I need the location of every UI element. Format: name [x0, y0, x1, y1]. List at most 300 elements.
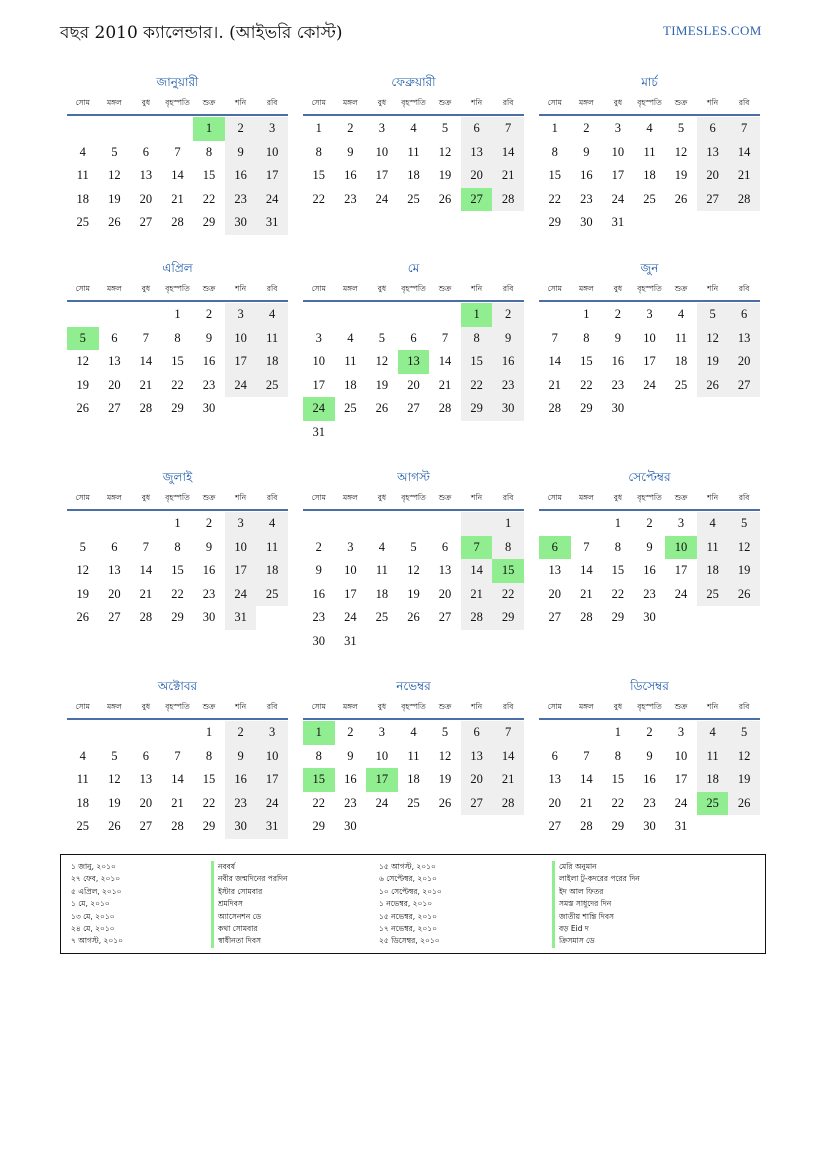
- day-cell: 3: [347, 539, 354, 554]
- day-grid: [303, 512, 524, 653]
- day-cell: 20: [108, 377, 121, 392]
- day-cell: 23: [202, 377, 216, 392]
- day-cell: 20: [548, 795, 562, 810]
- day-cell: 28: [580, 610, 593, 624]
- month-name: আগস্ট: [397, 470, 430, 484]
- day-cell: 31: [256, 211, 288, 235]
- weekday-label: শনি: [471, 284, 483, 293]
- day-cell: 23: [225, 188, 257, 212]
- day-cell: 14: [139, 563, 153, 577]
- weekday-label: বুধ: [613, 702, 623, 711]
- day-cell: 24: [674, 586, 688, 601]
- day-cell: 5: [410, 539, 417, 554]
- day-cell: 11: [375, 563, 388, 577]
- day-cell: 31: [256, 815, 288, 839]
- legend-entry: মেরি অনুমান: [559, 862, 597, 871]
- legend-entry: ২৪ মে, ২০১০: [71, 924, 115, 934]
- day-cell: 1: [583, 307, 590, 321]
- day-cell: 20: [697, 164, 729, 188]
- day-grid: [67, 117, 288, 235]
- month-calendar: [539, 258, 760, 421]
- day-cell: 29: [580, 401, 593, 415]
- day-cell: 24: [674, 795, 688, 810]
- weekday-label: মঙ্গল: [106, 493, 122, 502]
- day-cell: 10: [225, 536, 257, 560]
- day-cell: 31: [611, 215, 625, 229]
- day-cell: 12: [108, 772, 121, 786]
- legend-entry: ১৭ নভেম্বর, ২০১০: [379, 924, 438, 934]
- month-name: ডিসেম্বর: [630, 679, 669, 693]
- day-cell: 10: [225, 327, 257, 351]
- legend-entry: ৭ আগস্ট, ২০১০: [71, 936, 123, 946]
- empty-day-cell: [539, 303, 571, 327]
- day-cell: 7: [461, 536, 493, 560]
- day-grid: [67, 303, 288, 421]
- page-title: বছর 2010 ক্যালেন্ডার।. (আইভরি কোস্ট): [60, 23, 343, 43]
- day-cell: 1: [461, 303, 493, 327]
- day-cell: 23: [344, 795, 357, 810]
- empty-day-cell: [162, 721, 194, 745]
- legend-entry: নববর্ষ: [218, 862, 235, 871]
- day-cell: 21: [171, 795, 184, 810]
- day-grid: [539, 117, 760, 235]
- weekday-label: বৃহস্পতি: [637, 98, 662, 107]
- day-cell: 10: [611, 144, 625, 159]
- day-cell: 21: [492, 768, 524, 792]
- day-cell: 19: [438, 772, 452, 786]
- legend-entry: ১ মে, ২০১০: [71, 899, 110, 909]
- day-cell: 20: [461, 768, 493, 792]
- weekday-label: বুধ: [377, 284, 387, 293]
- day-cell: 19: [674, 168, 688, 182]
- day-cell: 20: [108, 586, 121, 601]
- empty-day-cell: [461, 630, 493, 654]
- day-cell: 6: [111, 539, 118, 554]
- day-cell: 1: [205, 725, 213, 739]
- day-cell: 30: [580, 215, 593, 229]
- day-cell: 24: [256, 188, 288, 212]
- day-cell: 6: [539, 536, 571, 560]
- empty-day-cell: [256, 606, 288, 630]
- day-cell: 8: [583, 330, 590, 345]
- month-calendar: [67, 72, 288, 235]
- legend-entry: নবীর জন্মদিনের পরদিন: [218, 874, 288, 884]
- day-cell: 31: [674, 819, 688, 833]
- day-cell: 28: [492, 792, 524, 816]
- day-cell: 12: [438, 748, 452, 763]
- site-link[interactable]: TIMESLES.COM: [663, 23, 762, 38]
- day-cell: 12: [76, 354, 90, 368]
- day-cell: 7: [142, 330, 150, 345]
- day-cell: 9: [225, 141, 257, 165]
- day-cell: 12: [407, 563, 420, 577]
- empty-day-cell: [665, 211, 697, 235]
- weekday-label: মঙ্গল: [106, 98, 122, 107]
- day-cell: 11: [407, 748, 420, 763]
- weekday-label: বৃহস্পতি: [401, 98, 426, 107]
- empty-day-cell: [366, 512, 398, 536]
- weekday-label: বৃহস্পতি: [401, 284, 426, 293]
- weekday-label: সোম: [311, 493, 326, 502]
- empty-day-cell: [461, 512, 493, 536]
- weekday-label: সোম: [75, 702, 90, 711]
- legend-entry: ৫ এপ্রিল, ২০১০: [71, 886, 122, 896]
- empty-day-cell: [429, 421, 461, 445]
- day-cell: 13: [398, 350, 430, 374]
- day-grid: [303, 721, 524, 839]
- month-calendar: [67, 467, 288, 630]
- day-cell: 9: [315, 563, 322, 577]
- day-cell: 24: [256, 792, 288, 816]
- empty-day-cell: [303, 512, 335, 536]
- day-cell: 28: [728, 188, 760, 212]
- day-cell: 13: [548, 772, 562, 786]
- day-cell: 21: [492, 164, 524, 188]
- day-cell: 20: [438, 586, 452, 601]
- day-cell: 12: [375, 354, 389, 368]
- empty-day-cell: [67, 117, 99, 141]
- legend-entry: স্বাধীনতা দিবস: [218, 936, 261, 946]
- day-cell: 26: [697, 374, 729, 398]
- day-grid: [67, 721, 288, 839]
- day-cell: 11: [76, 168, 89, 182]
- day-cell: 14: [728, 141, 760, 165]
- day-cell: 27: [108, 401, 121, 415]
- day-cell: 27: [728, 374, 760, 398]
- day-cell: 16: [202, 354, 216, 368]
- weekday-label: রবি: [738, 98, 750, 107]
- empty-day-cell: [99, 512, 131, 536]
- day-cell: 15: [312, 168, 326, 182]
- empty-day-cell: [429, 815, 461, 839]
- weekday-header: [67, 278, 288, 302]
- empty-day-cell: [398, 630, 430, 654]
- month-name: সেপ্টেম্বর: [628, 470, 671, 484]
- day-cell: 25: [76, 215, 90, 229]
- legend-entry: কথা সোমবার: [218, 924, 258, 934]
- day-cell: 25: [697, 792, 729, 816]
- day-cell: 8: [174, 539, 181, 554]
- day-cell: 4: [646, 121, 653, 135]
- day-cell: 17: [674, 772, 688, 786]
- day-cell: 13: [728, 327, 760, 351]
- day-cell: 27: [139, 819, 153, 833]
- day-cell: 6: [410, 330, 417, 345]
- empty-day-cell: [130, 117, 162, 141]
- day-cell: 6: [441, 539, 449, 554]
- weekday-label: শুক্র: [438, 98, 452, 107]
- month-name: নভেম্বর: [396, 679, 431, 693]
- day-cell: 7: [492, 721, 524, 745]
- weekday-label: বুধ: [377, 98, 387, 107]
- weekday-label: বৃহস্পতি: [165, 493, 190, 502]
- day-cell: 9: [583, 144, 590, 159]
- weekday-label: মঙ্গল: [578, 702, 594, 711]
- day-cell: 5: [728, 721, 760, 745]
- day-cell: 10: [674, 748, 688, 763]
- day-cell: 24: [375, 795, 389, 810]
- legend-entry: ১৫ আগস্ট, ২০১০: [379, 862, 436, 871]
- month-name: জুন: [640, 261, 659, 275]
- day-cell: 1: [174, 516, 181, 530]
- day-cell: 23: [312, 610, 326, 624]
- day-cell: 21: [139, 377, 153, 392]
- empty-day-cell: [665, 606, 697, 630]
- day-cell: 18: [407, 168, 420, 182]
- empty-day-cell: [398, 421, 430, 445]
- weekday-label: শনি: [235, 284, 247, 293]
- weekday-label: বুধ: [377, 493, 387, 502]
- empty-day-cell: [366, 421, 398, 445]
- day-cell: 6: [111, 330, 118, 345]
- day-cell: 1: [303, 721, 335, 745]
- day-cell: 24: [611, 191, 625, 206]
- day-cell: 30: [643, 610, 656, 624]
- day-cell: 26: [407, 610, 420, 624]
- weekday-label: শুক্র: [438, 702, 452, 711]
- day-cell: 27: [407, 401, 420, 415]
- day-cell: 29: [461, 397, 493, 421]
- day-cell: 6: [551, 748, 558, 763]
- weekday-label: রবি: [266, 284, 278, 293]
- weekday-header: [303, 696, 524, 720]
- day-cell: 10: [375, 748, 389, 763]
- day-cell: 14: [580, 563, 593, 577]
- day-cell: 3: [677, 725, 685, 739]
- legend-names-right: [552, 861, 640, 948]
- day-cell: 8: [174, 330, 181, 345]
- weekday-header: [67, 487, 288, 511]
- empty-day-cell: [492, 421, 524, 445]
- day-cell: 18: [674, 354, 688, 368]
- day-cell: 27: [438, 610, 452, 624]
- day-cell: 13: [697, 141, 729, 165]
- day-cell: 25: [76, 819, 90, 833]
- day-grid: [67, 512, 288, 630]
- day-cell: 10: [665, 536, 697, 560]
- day-cell: 7: [174, 748, 181, 763]
- day-cell: 11: [76, 772, 89, 786]
- day-cell: 22: [171, 377, 184, 392]
- empty-day-cell: [461, 421, 493, 445]
- day-cell: 29: [611, 819, 625, 833]
- day-cell: 16: [225, 768, 257, 792]
- weekday-label: মঙ্গল: [106, 284, 122, 293]
- day-cell: 22: [312, 795, 326, 810]
- day-cell: 15: [171, 563, 184, 577]
- day-cell: 17: [225, 350, 257, 374]
- empty-day-cell: [697, 397, 729, 421]
- day-cell: 23: [580, 191, 593, 206]
- weekday-label: সোম: [75, 98, 90, 107]
- day-cell: 5: [677, 121, 685, 135]
- empty-day-cell: [539, 721, 571, 745]
- day-cell: 3: [378, 121, 386, 135]
- weekday-label: রবি: [502, 284, 514, 293]
- day-cell: 2: [583, 121, 590, 135]
- day-cell: 23: [611, 377, 625, 392]
- month-name: জুলাই: [162, 470, 193, 484]
- legend-entry: ২৫ ডিসেম্বর, ২০১০: [379, 936, 440, 946]
- day-cell: 5: [111, 144, 118, 159]
- day-cell: 26: [438, 191, 452, 206]
- day-cell: 17: [643, 354, 656, 368]
- legend-entry: ক্রিসমাস ডে: [559, 936, 595, 946]
- day-cell: 28: [548, 401, 562, 415]
- empty-day-cell: [571, 512, 603, 536]
- weekday-label: বুধ: [141, 98, 151, 107]
- day-cell: 5: [441, 121, 449, 135]
- legend-entry: ১ জানু, ২০১০: [71, 862, 116, 871]
- weekday-label: শুক্র: [202, 702, 216, 711]
- weekday-label: শনি: [235, 98, 247, 107]
- day-cell: 11: [675, 330, 688, 345]
- legend-entry: বড় Eid দ: [559, 924, 589, 934]
- day-cell: 29: [171, 401, 184, 415]
- day-cell: 15: [171, 354, 184, 368]
- day-cell: 31: [225, 606, 257, 630]
- day-cell: 30: [202, 401, 216, 415]
- day-cell: 22: [461, 374, 493, 398]
- month-name: অক্টোবর: [157, 679, 198, 693]
- legend-entry: জাতীয় শান্তি দিবস: [559, 911, 614, 921]
- day-cell: 3: [225, 303, 257, 327]
- day-cell: 19: [108, 795, 121, 810]
- weekday-label: রবি: [266, 702, 278, 711]
- day-cell: 15: [202, 168, 216, 182]
- weekday-label: বৃহস্পতি: [637, 702, 662, 711]
- day-cell: 16: [611, 354, 625, 368]
- day-cell: 7: [142, 539, 150, 554]
- weekday-label: শনি: [471, 702, 483, 711]
- empty-day-cell: [634, 211, 666, 235]
- day-cell: 29: [202, 215, 216, 229]
- day-cell: 8: [315, 144, 322, 159]
- day-cell: 13: [438, 563, 452, 577]
- month-name: এপ্রিল: [162, 261, 193, 275]
- day-cell: 19: [375, 377, 389, 392]
- empty-day-cell: [429, 512, 461, 536]
- weekday-label: বুধ: [141, 284, 151, 293]
- day-cell: 17: [256, 768, 288, 792]
- day-cell: 23: [202, 586, 216, 601]
- weekday-label: সোম: [547, 702, 562, 711]
- day-cell: 25: [344, 401, 357, 415]
- day-cell: 7: [551, 330, 558, 345]
- empty-day-cell: [398, 303, 430, 327]
- day-cell: 10: [344, 563, 357, 577]
- weekday-label: মঙ্গল: [342, 493, 358, 502]
- day-cell: 24: [225, 583, 257, 607]
- day-cell: 1: [614, 725, 622, 739]
- day-cell: 17: [344, 586, 357, 601]
- day-cell: 13: [139, 168, 153, 182]
- day-cell: 5: [378, 330, 386, 345]
- day-cell: 12: [728, 536, 760, 560]
- day-cell: 28: [580, 819, 593, 833]
- weekday-header: [67, 92, 288, 116]
- weekday-label: বুধ: [141, 493, 151, 502]
- empty-day-cell: [335, 512, 367, 536]
- day-cell: 3: [225, 512, 257, 536]
- day-cell: 27: [461, 792, 493, 816]
- day-cell: 25: [697, 583, 729, 607]
- day-cell: 15: [611, 563, 625, 577]
- day-cell: 23: [492, 374, 524, 398]
- day-cell: 2: [225, 721, 257, 745]
- month-calendar: [303, 676, 524, 839]
- day-cell: 28: [139, 401, 153, 415]
- day-cell: 14: [461, 559, 493, 583]
- legend-entry: ২৭ ফেব, ২০১০: [71, 874, 121, 884]
- day-cell: 28: [438, 401, 452, 415]
- day-cell: 5: [111, 748, 118, 763]
- day-cell: 31: [312, 424, 326, 439]
- weekday-label: মঙ্গল: [578, 98, 594, 107]
- day-cell: 25: [375, 610, 389, 624]
- day-cell: 15: [492, 559, 524, 583]
- day-cell: 15: [461, 350, 493, 374]
- weekday-header: [303, 278, 524, 302]
- day-cell: 10: [643, 330, 656, 345]
- weekday-label: বুধ: [613, 98, 623, 107]
- day-cell: 19: [438, 168, 452, 182]
- day-cell: 9: [347, 144, 354, 159]
- day-cell: 9: [225, 745, 257, 769]
- day-cell: 16: [643, 772, 656, 786]
- day-cell: 11: [407, 144, 420, 159]
- day-grid: [303, 303, 524, 444]
- day-cell: 28: [492, 188, 524, 212]
- day-cell: 8: [614, 539, 622, 554]
- weekday-label: বৃহস্পতি: [165, 702, 190, 711]
- day-cell: 25: [256, 583, 288, 607]
- day-cell: 14: [139, 354, 153, 368]
- day-cell: 11: [344, 354, 357, 368]
- legend-entry: অ্যাসেনশন ডে: [218, 911, 262, 921]
- empty-day-cell: [67, 303, 99, 327]
- weekday-label: সোম: [311, 98, 326, 107]
- day-cell: 6: [142, 748, 150, 763]
- day-cell: 19: [728, 768, 760, 792]
- weekday-label: বৃহস্পতি: [637, 493, 662, 502]
- day-cell: 12: [728, 745, 760, 769]
- day-cell: 2: [347, 725, 354, 739]
- legend-entry: শ্রমদিবস: [218, 899, 243, 909]
- day-cell: 31: [344, 633, 357, 648]
- day-cell: 17: [375, 168, 389, 182]
- day-cell: 13: [139, 772, 153, 786]
- day-cell: 18: [697, 768, 729, 792]
- month-calendar: [539, 467, 760, 630]
- weekday-label: বুধ: [613, 493, 623, 502]
- weekday-label: শুক্র: [674, 98, 688, 107]
- day-cell: 4: [697, 721, 729, 745]
- weekday-header: [539, 696, 760, 720]
- weekday-label: শনি: [707, 98, 719, 107]
- day-cell: 10: [375, 144, 389, 159]
- day-cell: 11: [643, 144, 656, 159]
- weekday-label: শুক্র: [674, 702, 688, 711]
- day-cell: 22: [492, 583, 524, 607]
- day-cell: 12: [108, 168, 121, 182]
- day-cell: 17: [312, 377, 326, 392]
- weekday-label: সোম: [75, 493, 90, 502]
- day-cell: 21: [580, 795, 593, 810]
- weekday-label: বুধ: [613, 284, 623, 293]
- day-cell: 1: [492, 512, 524, 536]
- empty-day-cell: [429, 303, 461, 327]
